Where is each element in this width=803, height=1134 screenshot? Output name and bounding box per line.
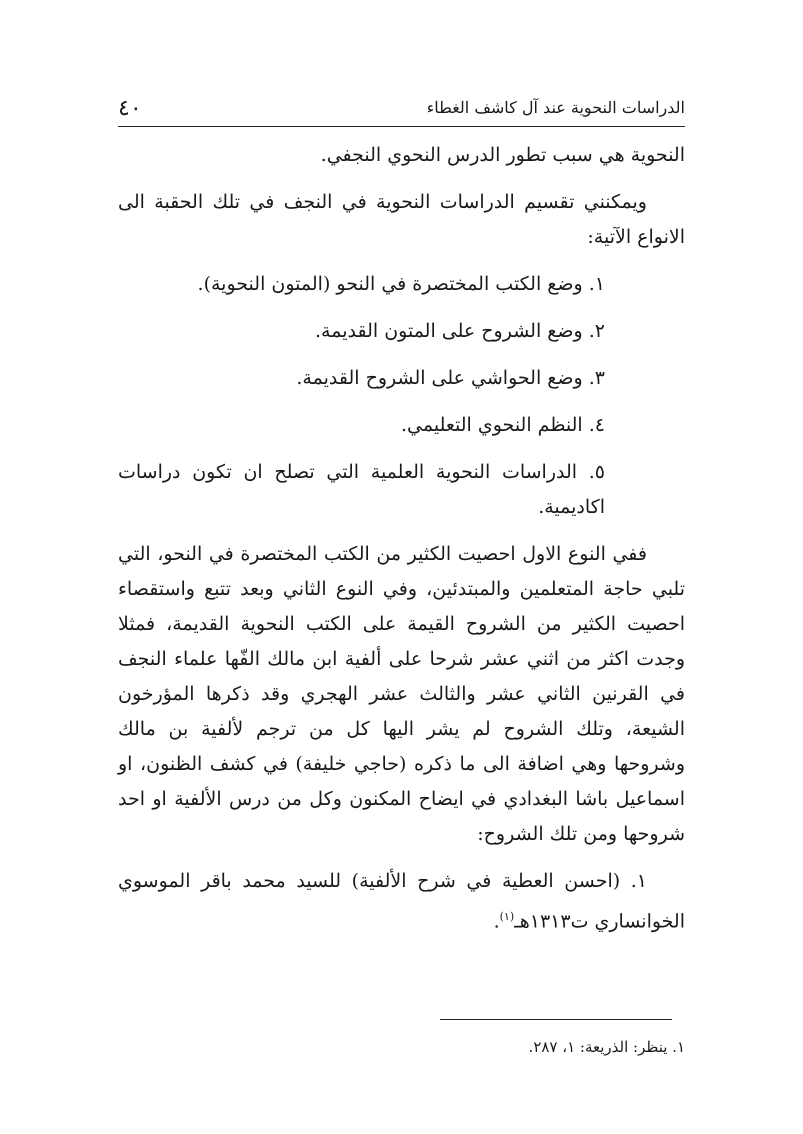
paragraph-1: النحوية هي سبب تطور الدرس النحوي النجفي. [320, 144, 685, 166]
footnote-ref[interactable]: (١) [499, 910, 515, 923]
paragraph-4-end: . [493, 910, 500, 933]
paragraph-4-text: ١. (احسن العطية في شرح الألفية) للسيد محمد باقر الموسوي الخوانساري ت١٣١٣هـ [118, 870, 685, 933]
paragraph-4 [118, 864, 685, 939]
paragraph-3: ففي النوع الاول احصيت الكثير من الكتب المختصرة في النحو، التي تلبي حاجة المتعلمين والمبتدئين، وفي النوع الثاني وبعد تتبع واستقصاء احصيت الكثير من الشروح القيمة على الكتب النحوية القديمة، فمثلا وجدت اكثر من اثني عشر شرحا على ألفية ابن مالك الفّها علماء النجف في القرنين الثاني عشر والثالث عشر الهجري وقد ذكرها المؤرخون الشيعة، وتلك الشروح لم يشر اليها كل من ترجم لألفية بن مالك وشروحها وهي اضافة الى ما ذكره (حاجي خليفة) في كشف الظنون، او اسماعيل باشا البغدادي في ايضاح المكنون وكل من درس الألفية او احد شروحها ومن تلك الشروح: [118, 543, 685, 845]
list-item-5: ٥. الدراسات النحوية العلمية التي تصلح ان تكون دراسات اكاديمية. [118, 461, 605, 518]
list-item-3: ٣. وضع الحواشي على الشروح القديمة. [296, 367, 605, 389]
paragraph-2: ويمكنني تقسيم الدراسات النحوية في النجف في تلك الحقبة الى الانواع الآتية: [118, 191, 685, 248]
page-header [118, 92, 685, 127]
list-item-1: ١. وضع الكتب المختصرة في النحو (المتون النحوية). [197, 273, 605, 295]
body-text [118, 138, 685, 951]
page-number: ٤٠ [118, 96, 142, 121]
footnote-divider [440, 1019, 672, 1020]
list-item-4: ٤. النظم النحوي التعليمي. [400, 414, 605, 436]
footnote: ١. ينظر: الذريعة: ١، ٢٨٧. [528, 1038, 685, 1056]
running-title: الدراسات النحوية عند آل كاشف الغطاء [426, 98, 685, 117]
list-item-2: ٢. وضع الشروح على المتون القديمة. [315, 320, 605, 342]
